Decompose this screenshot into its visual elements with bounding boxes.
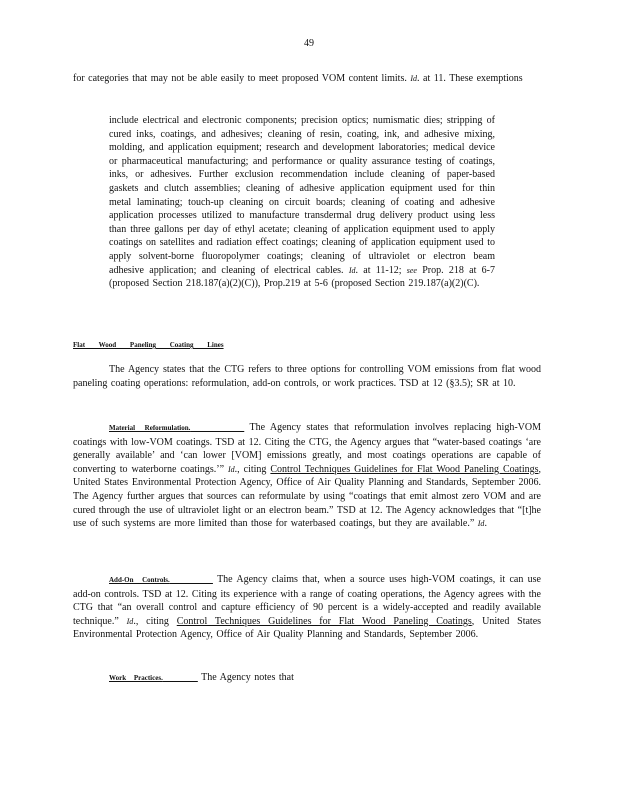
intro-id-mark: Id — [410, 74, 418, 83]
work-practices-heading: Work Practices. — [109, 674, 163, 682]
addon-heading: Add-On Controls. — [109, 576, 170, 584]
intro-tail: . at 11. These exemptions — [417, 73, 523, 84]
page-number: 49 — [304, 38, 314, 49]
reformulation-id-mark: Id — [228, 464, 235, 474]
heading-rule — [163, 672, 198, 683]
block-quote-cite-b: Prop. 218 at 6-7 (proposed Section 218.187(a)(2)(C)), Prop.219 at 5-6 (proposed Section 219.187(a)(2)(C). — [109, 264, 495, 290]
reformulation-citation: Control Techniques Guidelines for Flat Wood Paneling Coatings — [270, 463, 539, 475]
addon-text-b: ., citing — [133, 615, 169, 627]
heading-rule — [190, 422, 244, 433]
heading-rule — [170, 574, 213, 585]
reformulation-text-c: , United States Environmental Protection Agency, Office of Air Quality Planning and Standards, September 2006. The Agency further argues that sources can reformulate by using “coatings that emit almost zero VOM and are cured through the use of ultraviolet light or an electron beam.” TSD at 12. The Agency acknowledges that “[t]he use of such systems are more limited than those for waterbased coatings, but they are available.” — [73, 463, 541, 530]
section-heading: Flat Wood Paneling Coating Lines — [73, 341, 224, 349]
options-paragraph: The Agency states that the CTG refers to three options for controlling VOM emissions from flat wood paneling coating operations: reformulation, add-on controls, or work practices. TSD at 12 (§3.5); SR at 10. — [73, 364, 541, 389]
block-quote-text: include electrical and electronic components; precision optics; numismatic dies; stripping of cured inks, coatings, and adhesives; cleaning of resin, coating, ink, and adhesive mixing, molding, and application equipment; research and development laboratories; medical device or pharmaceutical manufacturing; and performance or quality assurance testing of coatings, inks, or adhesives. Further exclusion recommendation include cleaning of paper-based gaskets and clutch assemblies; cleaning of adhesive application equipment used for thin metal laminating; touch-up cleaning on circuit boards; cleaning of coating and adhesive application processes utilized to manufacture transdermal drug delivery product using less than three gallons per day of ethyl acetate; cleaning of application equipment used to apply coatings on satellites and radiation effect coatings; cleaning of application equipment used to apply solvent-borne fluoropolymer coatings; cleaning of ultraviolet or electron beam adhesive application; and cleaning of electrical cables. — [109, 115, 495, 276]
intro-text: for categories that may not be able easily to meet proposed VOM content limits. — [73, 73, 407, 84]
reformulation-heading: Material Reformulation. — [109, 424, 191, 432]
block-quote — [109, 114, 495, 291]
addon-paragraph — [73, 573, 541, 642]
reformulation-id-end: Id — [477, 519, 485, 529]
reformulation-text-b: ., citing — [234, 463, 267, 475]
addon-id-mark: Id — [126, 616, 134, 626]
work-practices-paragraph — [73, 671, 541, 686]
reformulation-end: . — [484, 518, 487, 530]
reformulation-text-a: The Agency states that reformulation involves replacing high-VOM coatings with low-VOM coatings. TSD at 12. Citing the CTG, the Agency argues that “water-based coatings ‘are generally available’ and ‘can lower [VOM] emissions greatly, and most coatings operations are capable of converting to waterborne coatings.’” — [73, 422, 541, 475]
block-quote-id-mark: Id — [348, 265, 356, 275]
intro-paragraph — [73, 72, 541, 86]
addon-text-a: The Agency claims that, when a source uses high-VOM coatings, it can use add-on controls. TSD at 12. Citing its experience with a range of coating operations, the Agency agrees with the CTG that “an overall control and capture efficiency of 90 percent is a widely-accepted and readily available technique.” — [73, 574, 541, 627]
block-quote-cite-a: . at 11-12; — [355, 264, 402, 276]
block-quote-see: see — [406, 265, 417, 275]
addon-citation: Control Techniques Guidelines for Flat Wood Paneling Coatings — [176, 615, 472, 627]
work-practices-text: The Agency notes that — [201, 672, 294, 683]
addon-text-c: , United States Environmental Protection Agency, Office of Air Quality Planning and Standards, September 2006. — [73, 615, 542, 641]
reformulation-paragraph — [73, 421, 541, 531]
